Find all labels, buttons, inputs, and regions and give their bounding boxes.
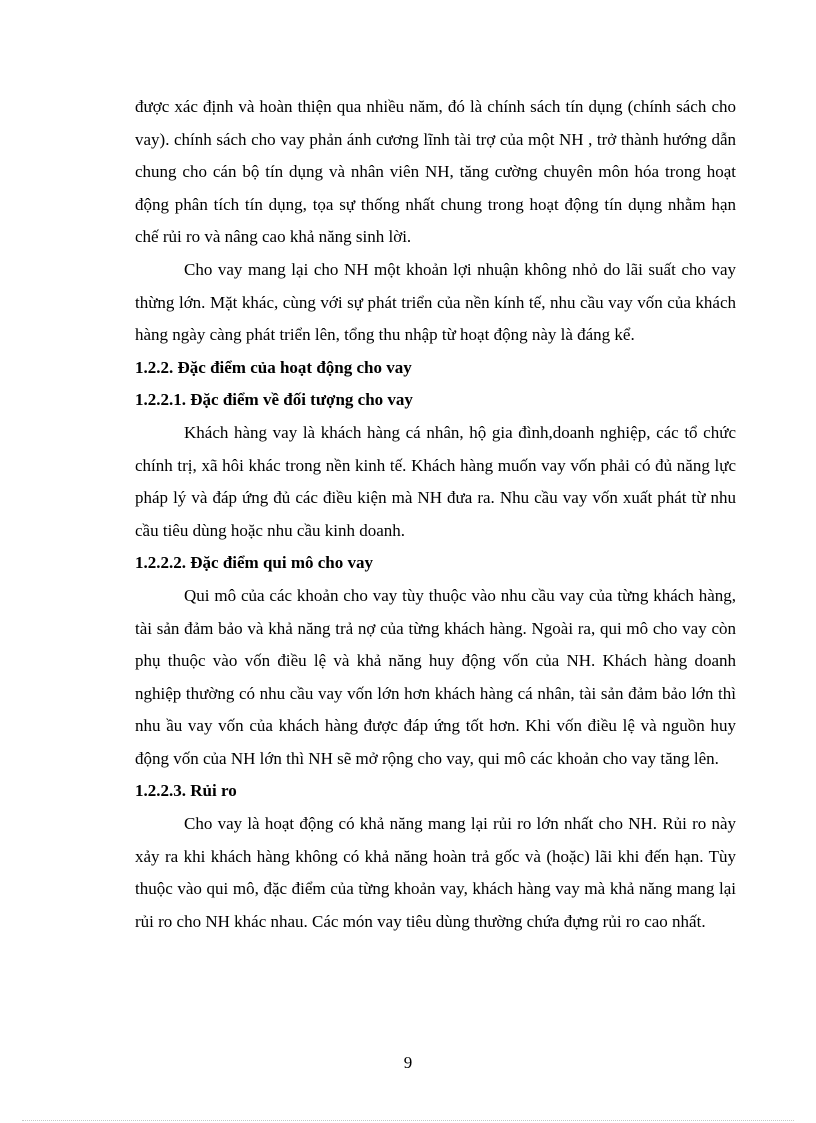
section-heading: 1.2.2. Đặc điểm của hoạt động cho vay <box>135 357 412 377</box>
subsection-heading: 1.2.2.3. Rủi ro <box>135 781 237 801</box>
subsection-heading: 1.2.2.2. Đặc điểm qui mô cho vay <box>135 553 373 573</box>
page-content <box>135 91 736 938</box>
paragraph: được xác định và hoàn thiện qua nhiều năm, đó là chính sách tín dụng (chính sách cho vay). chính sách cho vay phản ánh cương lĩnh tài trợ của một NH , trở thành hướng dẫn chung cho cán bộ tín dụng và nhân viên NH, tăng cường chuyên môn hóa trong hoạt động phân tích tín dụng, tọa sự thống nhất chung trong hoạt động tín dụng nhằm hạn chế rủi ro và nâng cao khả năng sinh lời. <box>135 97 736 247</box>
footer-divider <box>22 1120 794 1121</box>
paragraph: Cho vay là hoạt động có khả năng mang lại rủi ro lớn nhất cho NH. Rủi ro này xảy ra khi khách hàng không có khả năng hoàn trả gốc và (hoặc) lãi khi đến hạn. Tùy thuộc vào qui mô, đặc điểm của từng khoản vay, khách hàng vay mà khả năng mang lại rủi ro cho NH khác nhau. Các món vay tiêu dùng thường chứa đựng rủi ro cao nhất. <box>135 814 736 931</box>
paragraph: Qui mô của các khoản cho vay tùy thuộc vào nhu cầu vay của từng khách hàng, tài sản đảm bảo và khả năng trả nợ của từng khách hàng. Ngoài ra, qui mô cho vay còn phụ thuộc vào vốn điều lệ và khả năng huy động vốn của NH. Khách hàng doanh nghiệp thường có nhu cầu vay vốn lớn hơn khách hàng cá nhân, tài sản đảm bảo lớn thì nhu ầu vay vốn của khách hàng được đáp ứng tốt hơn. Khi vốn điều lệ và nguồn huy động vốn của NH lớn thì NH sẽ mở rộng cho vay, qui mô các khoản cho vay tăng lên. <box>135 585 736 768</box>
paragraph: Cho vay mang lại cho NH một khoản lợi nhuận không nhỏ do lãi suất cho vay thừng lớn. Mặt khác, cùng với sự phát triển của nền kính tế, nhu cầu vay vốn của khách hàng ngày càng phát triển lên, tổng thu nhập từ hoạt động này là đáng kể. <box>135 259 736 345</box>
subsection-heading: 1.2.2.1. Đặc điểm về đối tượng cho vay <box>135 390 413 410</box>
paragraph: Khách hàng vay là khách hàng cá nhân, hộ gia đình,doanh nghiệp, các tổ chức chính trị, xã hôi khác trong nền kinh tế. Khách hàng muốn vay vốn phải có đủ năng lực pháp lý và đáp ứng đủ các điều kiện mà NH đưa ra. Nhu cầu vay vốn xuất phát từ nhu cầu tiêu dùng hoặc nhu cầu kinh doanh. <box>135 422 736 540</box>
page-number: 9 <box>403 1053 413 1072</box>
